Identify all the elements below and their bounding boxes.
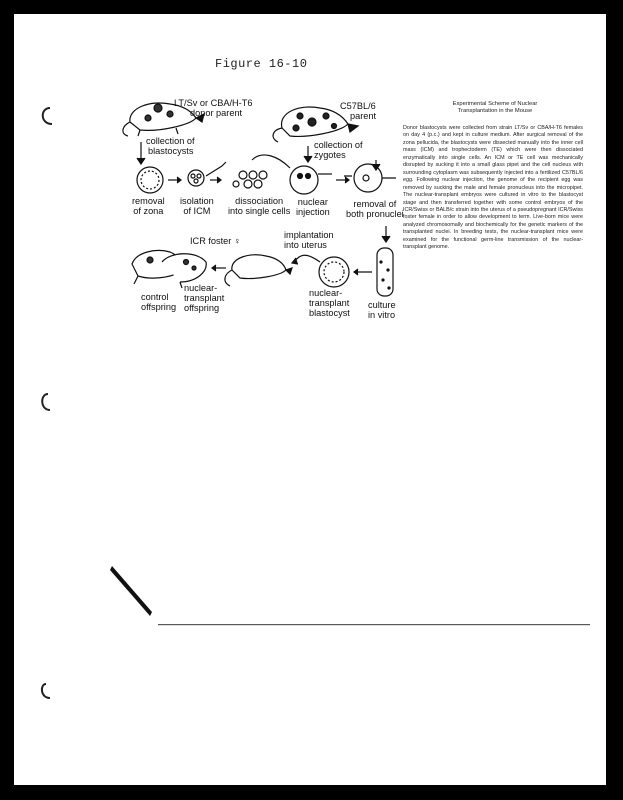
hole-punch-mark bbox=[42, 394, 50, 410]
description-title: Experimental Scheme of Nuclear Transplantation in the Mouse bbox=[452, 101, 538, 115]
nuclear-injection-label: nuclear injection bbox=[296, 197, 330, 217]
nt-offspring-label: nuclear- transplant offspring bbox=[184, 283, 225, 313]
dissociation-label: dissociation into single cells bbox=[228, 196, 291, 216]
figure-title: Figure 16-10 bbox=[215, 57, 308, 71]
scan-artifact-streak bbox=[110, 566, 152, 616]
single-cells-icon bbox=[233, 171, 267, 188]
icr-foster-label: ICR foster ♀ bbox=[190, 236, 241, 246]
zygote-injection-icon bbox=[290, 166, 318, 194]
removal-zona-label: removal of zona bbox=[132, 196, 165, 216]
recipient-label: C57BL/6 parent bbox=[340, 101, 377, 121]
hole-punch-mark bbox=[42, 684, 50, 698]
nt-blastocyst-label: nuclear- transplant blastocyst bbox=[309, 288, 350, 318]
arrow-head-icon bbox=[304, 156, 312, 162]
icm-icon bbox=[188, 170, 204, 186]
donor-label: LT/Sv or CBA/H-T6 donor parent bbox=[174, 98, 253, 118]
culture-tube-icon bbox=[377, 248, 393, 296]
foster-mouse-icon bbox=[225, 255, 292, 286]
culture-label: culture in vitro bbox=[368, 300, 396, 320]
control-offspring-label: control offspring bbox=[141, 292, 177, 312]
implantation-label: implantation into uterus bbox=[284, 230, 334, 250]
collection-blastocysts-label: collection of blastocysts bbox=[146, 136, 195, 156]
arrow-head-icon bbox=[137, 158, 145, 164]
description-body: Donor blastocysts were collected from strain LT/Sv or CBA/H-T6 females on day 4 (p.c.) and kept in culture medium. After surgical removal of the zona pellucida, the blastocysts were dissected manually into the inner cell mass (ICM) and trophectoderm (TE) which were then dissociated enzymatically into single cells. An ICM or TE cell was mechanically disrupted by sucking it into a small glass pipet and the cell nucleus with surrounding cytoplasm was subsequently injected into a fertilized C57BL/6 egg. Following nuclear injection, the genome of the recipient egg was removed by sucking the male and female pronucleus into the micropipet. The nuclear-transplant embryos were cultured in vitro to the blastocyst stage and then transferred together with some control embryos of the ICR/Swiss or BALB/c strain into the uterus of a pseudopregnant ICR/Swiss foster female in order to allow development to term. Live-born mice were analyzed chromosomally and biochemically for the genetic markers of the transplanted nuclei. In breeding tests, the nuclear-transplant mice were examined for the functional germ-line transmission of the nuclear-transplant genome. bbox=[403, 125, 583, 251]
scan-artifact-line bbox=[158, 624, 590, 625]
hole-punch-mark bbox=[43, 108, 52, 124]
removal-pronuclei-label: removal of both pronuclei bbox=[346, 199, 404, 219]
collection-zygotes-label: collection of zygotes bbox=[314, 140, 363, 160]
isolation-icm-label: isolation of ICM bbox=[180, 196, 214, 216]
